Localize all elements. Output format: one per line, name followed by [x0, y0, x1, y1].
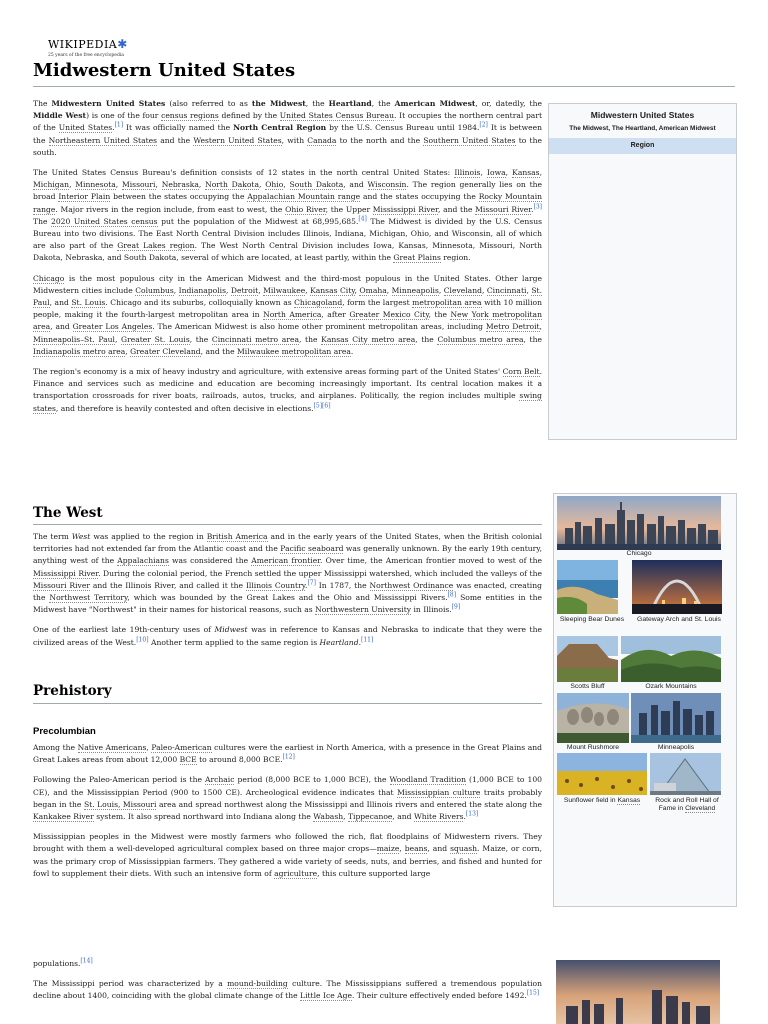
wikipedia-logo[interactable]: [48, 33, 127, 58]
link-bce[interactable]: BCE: [179, 755, 197, 765]
intro-paragraph-3: Chicago is the most populous city in the American Midwest and the third-most populous in the United States. Other large Midwestern cities include Columbus, Indianapolis, Detroit, Milwaukee, Kansas City, Omaha, Minneapolis, Cleveland, Cincinnati, St. Paul, and St. Louis. Chicago and its suburbs, colloquially known as Chicagoland, form the largest metropolitan area with 10 million people, making it the fourth-largest metropolitan area in North America, after Greater Mexico City, the New York metropolitan area, and Greater Los Angeles. The American Midwest is also home other prominent metropolitan areas, including Metro Detroit, Minneapolis–St. Paul, Greater St. Louis, the Cincinnati metro area, the Kansas City metro area, the Columbus metro area, the Indianapolis metro area, Greater Cleveland, and the Milwaukee metropolitan area.: [33, 273, 543, 356]
citation[interactable]: [14]: [80, 957, 93, 965]
link-city[interactable]: Cincinnati: [486, 285, 527, 295]
link-great-plains[interactable]: Great Plains: [393, 253, 441, 263]
citation[interactable]: [9]: [451, 603, 461, 611]
link-maize[interactable]: maize: [376, 844, 400, 854]
link-state[interactable]: Missouri: [121, 180, 156, 190]
link-city[interactable]: St. Paul: [33, 285, 542, 308]
link-beans[interactable]: beans: [404, 844, 428, 854]
link-agriculture[interactable]: agriculture: [274, 868, 318, 878]
link-st-louis[interactable]: St. Louis, Missouri: [83, 799, 157, 809]
section-heading-the-west: The West: [33, 505, 103, 521]
scotts-bluff-photo[interactable]: [557, 636, 618, 682]
link-wabash[interactable]: Wabash: [313, 812, 344, 822]
link-greater-los-angeles[interactable]: Greater Los Angeles: [72, 322, 153, 332]
link-2020-census[interactable]: 2020 United States census: [50, 216, 158, 226]
prehistory-continued: [33, 958, 542, 1003]
page-title: Midwestern United States: [33, 60, 296, 81]
chicago-skyline-photo[interactable]: [557, 496, 721, 550]
intro-paragraph-1: The Midwestern United States (also referred to as the Midwest, the Heartland, the American Midwest, or, datedly, the Middle West) is one of the four census regions defined by the United States Census Bureau. It occupies the northern central part of the United States.[1] It was officially named the North Central Region by the U.S. Census Bureau until 1984.[2] It is between the Northeastern United States and the Western United States, with Canada to the north and the Southern United States to the south.: [33, 99, 543, 157]
link-northwest-territory[interactable]: Northwest Territory: [49, 593, 128, 603]
link-western-us[interactable]: Western United States: [193, 135, 282, 145]
puzzle-globe-icon: ✱: [117, 37, 128, 51]
link-swing-states[interactable]: swing states: [33, 391, 542, 413]
link-metropolitan-area[interactable]: metropolitan area: [412, 298, 482, 308]
section-heading-prehistory: Prehistory: [33, 683, 112, 699]
link-ohio-river[interactable]: Ohio River: [285, 204, 326, 214]
infobox-title: Midwestern United States: [590, 110, 695, 120]
link-interior-plain[interactable]: Interior Plain: [58, 192, 111, 202]
citation[interactable]: [10]: [136, 636, 149, 644]
caption-gateway-arch: Gateway Arch and St. Louis: [637, 616, 721, 623]
infobox-subtitle: The Midwest, The Heartland, American Midwest: [569, 125, 716, 132]
link-cleveland[interactable]: Cleveland: [685, 805, 716, 812]
link-state[interactable]: Nebraska: [161, 180, 199, 190]
caption-scotts-bluff: Scotts Bluff: [570, 683, 605, 690]
mount-rushmore-photo[interactable]: [557, 693, 629, 743]
link-city[interactable]: Kansas City: [310, 285, 355, 295]
link-white-rivers[interactable]: White Rivers: [413, 812, 464, 822]
link-state[interactable]: Kansas: [512, 168, 540, 178]
link-british-america[interactable]: British America: [206, 532, 268, 541]
link-metro[interactable]: Metro Detroit: [485, 322, 540, 332]
subsection-heading-precolumbian: Precolumbian: [33, 726, 96, 737]
prehistory-paragraph-3-continued: populations.[14]: [33, 957, 93, 968]
link-little-ice-age[interactable]: Little Ice Age: [300, 991, 352, 1001]
link-southern-us[interactable]: Southern United States: [423, 135, 516, 145]
link-rocky-mountain[interactable]: Rocky Mountain range: [33, 192, 543, 214]
link-chicago[interactable]: Chicago: [33, 273, 65, 283]
link-state[interactable]: Illinois: [454, 168, 481, 178]
link-appalachian[interactable]: Appalachian Mountain range: [247, 192, 361, 202]
caption-mount-rushmore: Mount Rushmore: [566, 744, 620, 751]
section-divider: [33, 703, 542, 704]
link-paleo-american[interactable]: Paleo-American: [151, 743, 212, 752]
link-pacific-seaboard[interactable]: Pacific seaboard: [280, 544, 344, 554]
rock-and-roll-hall-photo[interactable]: [650, 753, 721, 795]
link-metro[interactable]: Indianapolis metro area: [33, 346, 126, 356]
sunflower-field-photo[interactable]: [557, 753, 647, 795]
infobox: [548, 103, 737, 440]
link-metro[interactable]: Columbus metro area: [437, 334, 524, 344]
link-metro[interactable]: Greater Cleveland: [130, 346, 201, 356]
citation[interactable]: [11]: [360, 636, 374, 644]
intro-section: [33, 98, 542, 415]
link-state[interactable]: North Dakota: [205, 180, 259, 190]
link-new-york-metro[interactable]: New York metropolitan area: [33, 310, 542, 332]
link-state[interactable]: Michigan: [33, 180, 70, 190]
link-state[interactable]: Ohio: [265, 180, 284, 190]
link-missouri-river[interactable]: Missouri River: [33, 580, 90, 590]
link-north-america[interactable]: North America: [263, 310, 322, 320]
link-native-americans[interactable]: Native Americans: [77, 743, 147, 752]
link-squash[interactable]: squash: [450, 844, 478, 854]
link-mississippi-river[interactable]: Mississippi River: [33, 568, 99, 578]
link-northwest-ordinance[interactable]: Northwest Ordinance: [369, 580, 454, 590]
link-state[interactable]: Minnesota: [75, 180, 116, 190]
link-canada[interactable]: Canada: [307, 135, 337, 145]
link-missouri-river[interactable]: Missouri River: [475, 204, 532, 214]
prehistory-section: [33, 742, 542, 880]
prehistory-paragraph-2: Following the Paleo-American period is the Archaic period (8,000 BCE to 1,000 BCE), the Woodland Tradition (1,000 BCE to 100 CE), and the Mississippian Period (900 to 1500 CE). Archeological evidence indicates that Mississippian culture traits probably began in the St. Louis, Missouri area and spread northwest along the Mississippi and Illinois rivers and entered the state along the Kankakee River system. It also spread northward into Indiana along the Wabash, Tippecanoe, and White Rivers.[13]: [33, 775, 542, 822]
intro-paragraph-2: The United States Census Bureau's definition consists of 12 states in the north central United States: Illinois, Iowa, Kansas, Michigan, Minnesota, Missouri, Nebraska, North Dakota, Ohio, South Dakota, and Wisconsin. The region generally lies on the broad Interior Plain between the states occupying the Appalachian Mountain range and the states occupying the Rocky Mountain range. Major rivers in the region include, from east to west, the Ohio River, the Upper Mississippi River, and the Missouri River.[3] The 2020 United States census put the population of the Midwest at 68,995,685.[4] The Midwest is divided by the U.S. Census Bureau into two divisions. The East North Central Division includes Illinois, Indiana, Michigan, Ohio, and Wisconsin, all of which are also part of the Great Lakes region. The West North Central Division includes Iowa, Kansas, Minnesota, Missouri, North Dakota, Nebraska, and South Dakota, several of which are located, at least partly, within the Great Plains region.: [33, 168, 543, 263]
prehistory-paragraph-1: Among the Native Americans, Paleo-American cultures were the earliest in North America, with a presence in the Great Plains and Great Lakes areas from about 12,000 BCE to around 8,000 BCE.[12]: [33, 743, 542, 765]
caption-chicago: Chicago: [626, 550, 652, 557]
citation[interactable]: [5][6]: [313, 402, 331, 410]
caption-ozark-mountains: Ozark Mountains: [645, 683, 697, 690]
citation[interactable]: [1]: [114, 121, 124, 129]
link-state[interactable]: South Dakota: [289, 180, 344, 190]
link-mississippi-river[interactable]: Mississippi River: [372, 204, 438, 214]
link-appalachians[interactable]: Appalachians: [117, 556, 169, 566]
prehistory-paragraph-3: Mississippian peoples in the Midwest were mostly farmers who followed the rich, flat floodplains of Midwestern rivers. They brought with them a well-developed agricultural complex based on three major crops—maize, beans, and squash. Maize, or corn, was the primary crop of Mississippian farmers. They gathered a wide variety of seeds, nuts, and berries, and fished and hunted for fowl to supplement their diets. With such an intensive form of agriculture, this culture supported large: [33, 832, 542, 878]
citation[interactable]: [15]: [526, 989, 540, 997]
link-city[interactable]: Cleveland: [443, 285, 482, 295]
link-tippecanoe[interactable]: Tippecanoe: [347, 812, 393, 822]
citation[interactable]: [3]: [533, 203, 543, 211]
sleeping-bear-dunes-photo[interactable]: [557, 560, 618, 614]
link-census-regions[interactable]: census regions: [161, 111, 219, 121]
link-northeastern-us[interactable]: Northeastern United States: [48, 135, 158, 145]
link-great-lakes[interactable]: Great Lakes region: [117, 241, 195, 251]
link-united-states[interactable]: United States: [58, 123, 113, 133]
detroit-skyline-photo[interactable]: [556, 960, 720, 1024]
link-illinois-country[interactable]: Illinois Country: [245, 580, 306, 590]
caption-sunflower-field: Sunflower field in Kansas: [563, 797, 641, 804]
caption-sleeping-bear-dunes: Sleeping Bear Dunes: [559, 616, 625, 623]
link-corn-belt[interactable]: Corn Belt: [502, 367, 540, 377]
title-divider: [33, 86, 735, 87]
infobox-region-band: Region: [549, 138, 736, 154]
west-paragraph-2: One of the earliest late 19th-century uses of Midwest was in reference to Kansas and Nebraska to indicate that they were the civilized areas of the West.[10] Another term applied to the same region is Heartland.[11]: [33, 625, 542, 647]
link-city[interactable]: Detroit: [230, 285, 259, 295]
ozark-mountains-photo[interactable]: [621, 636, 721, 682]
link-state[interactable]: Wisconsin: [367, 180, 407, 190]
link-metro[interactable]: Minneapolis–St. Paul: [33, 334, 115, 344]
wikipedia-wordmark: WIKIPEDIA: [48, 38, 118, 51]
citation[interactable]: [13]: [465, 810, 479, 818]
link-northwestern-university[interactable]: Northwestern University: [315, 605, 412, 615]
section-divider: [33, 524, 542, 525]
link-mississippian-culture[interactable]: Mississippian culture: [397, 787, 481, 797]
intro-paragraph-4: The region's economy is a mix of heavy industry and agriculture, with extensive areas forming part of the United States' Corn Belt. Finance and services such as medicine and education are becoming increasingly important. Its central location makes it a transportation crossroads for river boats, railroads, autos, trucks, and airplanes. Politically, the region includes multiple swing states, and therefore is heavily contested and often decisive in elections.[5][6]: [33, 367, 542, 413]
link-city[interactable]: Columbus: [135, 285, 174, 295]
gateway-arch-photo[interactable]: [632, 560, 722, 614]
link-city[interactable]: Milwaukee: [263, 285, 306, 295]
west-paragraph-1: The term West was applied to the region in British America and in the early years of the United States, when the British colonial territories had not extended far from the Atlantic coast and the Pacific seaboard was generally unknown. By the early 19th century, anything west of the Appalachians was considered the American frontier. Over time, the American frontier moved to west of the Mississippi River. During the colonial period, the French settled the upper Mississippi watershed, which included the valleys of the Missouri River and the Illinois River, and called it the Illinois Country.[7] In 1787, the Northwest Ordinance was enacted, creating the Northwest Territory, which was bounded by the Great Lakes and the Ohio and Mississippi Rivers.[8] Some entities in the Midwest have "Northwest" in their names for historical reasons, such as Northwestern University in Illinois.[9]: [33, 532, 542, 615]
link-kansas[interactable]: Kansas: [617, 797, 641, 804]
link-city[interactable]: Omaha: [359, 285, 387, 295]
link-kankakee-river[interactable]: Kankakee River: [33, 812, 94, 822]
minneapolis-photo[interactable]: [631, 693, 721, 743]
link-metro[interactable]: Milwaukee metropolitan area: [237, 346, 351, 356]
citation[interactable]: [8]: [447, 591, 457, 599]
link-archaic[interactable]: Archaic: [204, 775, 235, 785]
link-american-frontier[interactable]: American frontier: [251, 556, 321, 566]
link-metro[interactable]: Greater St. Louis: [121, 334, 190, 344]
link-city[interactable]: Indianapolis: [178, 285, 226, 295]
link-chicagoland[interactable]: Chicagoland: [294, 298, 343, 308]
caption-minneapolis: Minneapolis: [657, 744, 695, 751]
caption-rock-and-roll-hall: Rock and Roll Hall of Fame in Cleveland: [655, 797, 719, 812]
link-city[interactable]: Minneapolis: [391, 285, 439, 295]
citation[interactable]: [4]: [358, 215, 367, 223]
wikipedia-tagline: 25 years of the free encyclopedia: [48, 53, 124, 58]
link-woodland-tradition[interactable]: Woodland Tradition: [389, 775, 466, 785]
link-metro[interactable]: Cincinnati metro area: [211, 334, 299, 344]
link-census-bureau[interactable]: United States Census Bureau: [279, 111, 395, 121]
link-state[interactable]: Iowa: [487, 168, 506, 178]
link-city[interactable]: St. Louis: [71, 298, 106, 308]
image-gallery: [553, 493, 737, 907]
link-greater-mexico-city[interactable]: Greater Mexico City: [349, 310, 429, 320]
citation[interactable]: [12]: [282, 753, 295, 761]
citation[interactable]: [2]: [479, 121, 488, 129]
link-mound-building[interactable]: mound-building: [227, 979, 288, 989]
the-west-section: [33, 531, 542, 649]
link-metro[interactable]: Kansas City metro area: [321, 334, 416, 344]
citation[interactable]: [7]: [307, 579, 316, 587]
prehistory-paragraph-4: The Mississippi period was characterized by a mound-building culture. The Mississippians suffered a tremendous population decline about 1400, coinciding with the global climate change of the Little Ice Age. Their culture effectively ended before 1492.[15]: [33, 979, 542, 1001]
